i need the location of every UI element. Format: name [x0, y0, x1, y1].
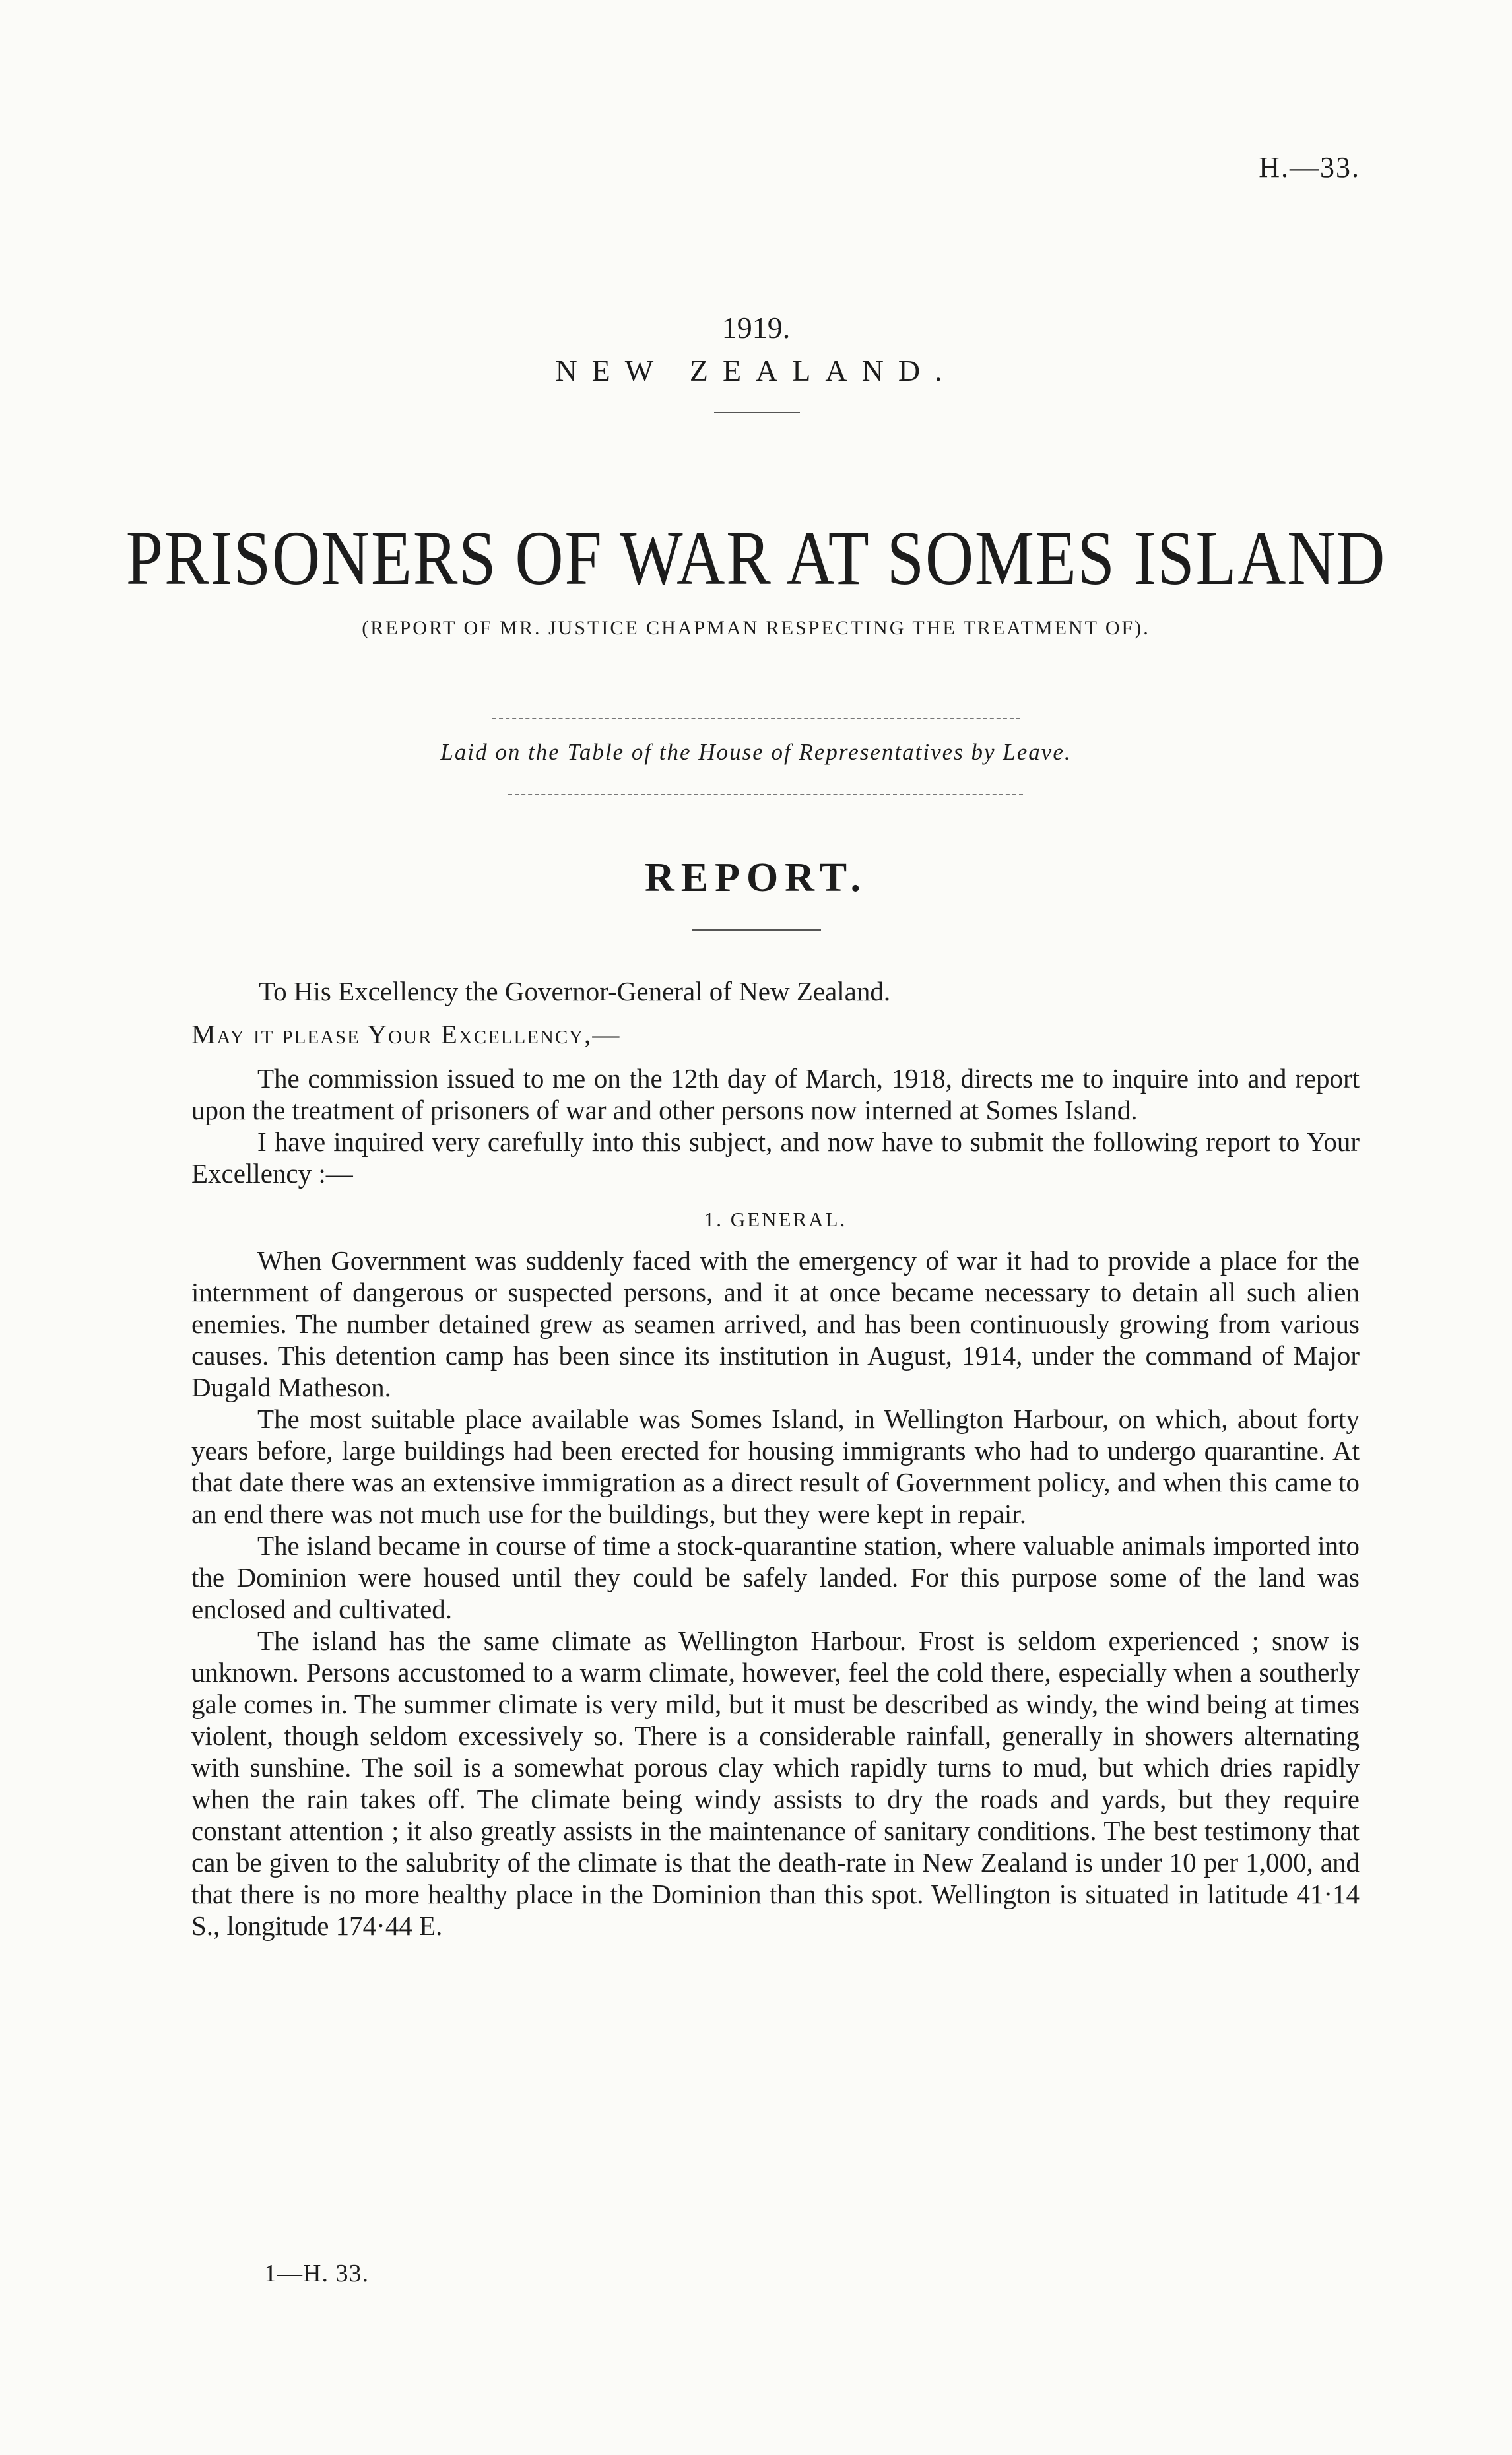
divider [692, 929, 821, 931]
report-heading: REPORT. [644, 855, 868, 900]
paragraph: The island became in course of time a stock-quarantine station, where valuable animals imported into the Dominion were housed until they could be safely landed. For this purpose some of the land was enclosed and cultivated. [191, 1530, 1360, 1624]
year: 1919. [721, 311, 791, 344]
page-code: H.—33. [1259, 151, 1360, 183]
document-title: PRISONERS OF WAR AT SOMES ISLAND [125, 515, 1387, 601]
divider [508, 794, 1023, 795]
document-subtitle: (REPORT OF MR. JUSTICE CHAPMAN RESPECTING THE TREATMENT OF). [362, 617, 1150, 639]
paragraph: I have inquired very carefully into this subject, and now have to submit the following report to Your Excellency :— [191, 1127, 1360, 1189]
section-heading: 1. GENERAL. [704, 1208, 847, 1231]
page-signature: 1—H. 33. [264, 2260, 369, 2287]
report-body [191, 1063, 1360, 1942]
laid-on-table-note: Laid on the Table of the House of Representatives by Leave. [440, 739, 1072, 765]
paragraph: The island has the same climate as Wellington Harbour. Frost is seldom experienced ; snow is unknown. Persons accustomed to a warm climate, however, feel the cold there, especially when a southerly gale comes in. The summer climate is very mild, but it must be described as windy, the wind being at times violent, though seldom excessively so. There is a considerable rainfall, generally in showers alternating with sunshine. The soil is a somewhat porous clay which rapidly turns to mud, but which dries rapidly when the rain takes off. The climate being windy assists to dry the roads and yards, but they require constant attention ; it also greatly assists in the maintenance of sanitary conditions. The best testimony that can be given to the salubrity of the climate is that the death-rate in New Zealand is under 10 per 1,000, and that there is no more healthy place in the Dominion than this spot. Wellington is situated in latitude 41·14 S., longitude 174·44 E. [191, 1625, 1360, 1941]
addressee: To His Excellency the Governor-General of New Zealand. [259, 976, 891, 1006]
salutation: May it please Your Excellency,— [191, 1019, 621, 1049]
paragraph: The commission issued to me on the 12th day of March, 1918, directs me to inquire into and report upon the treatment of prisoners of war and other persons now interned at Somes Island. [191, 1063, 1360, 1125]
country-heading: NEW ZEALAND. [555, 354, 957, 387]
paragraph: When Government was suddenly faced with the emergency of war it had to provide a place for the internment of dangerous or suspected persons, and it at once became necessary to detain all such alien enemies. The number detained grew as seamen arrived, and has been continuously growing from various causes. This detention camp has been since its institution in August, 1914, under the command of Major Dugald Matheson. [191, 1245, 1360, 1402]
divider [714, 412, 800, 413]
divider [492, 718, 1020, 719]
paragraph: The most suitable place available was Somes Island, in Wellington Harbour, on which, about forty years before, large buildings had been erected for housing immigrants who had to undergo quarantine. At that date there was an extensive immigration as a direct result of Government policy, and when this came to an end there was not much use for the buildings, but they were kept in repair. [191, 1404, 1360, 1529]
